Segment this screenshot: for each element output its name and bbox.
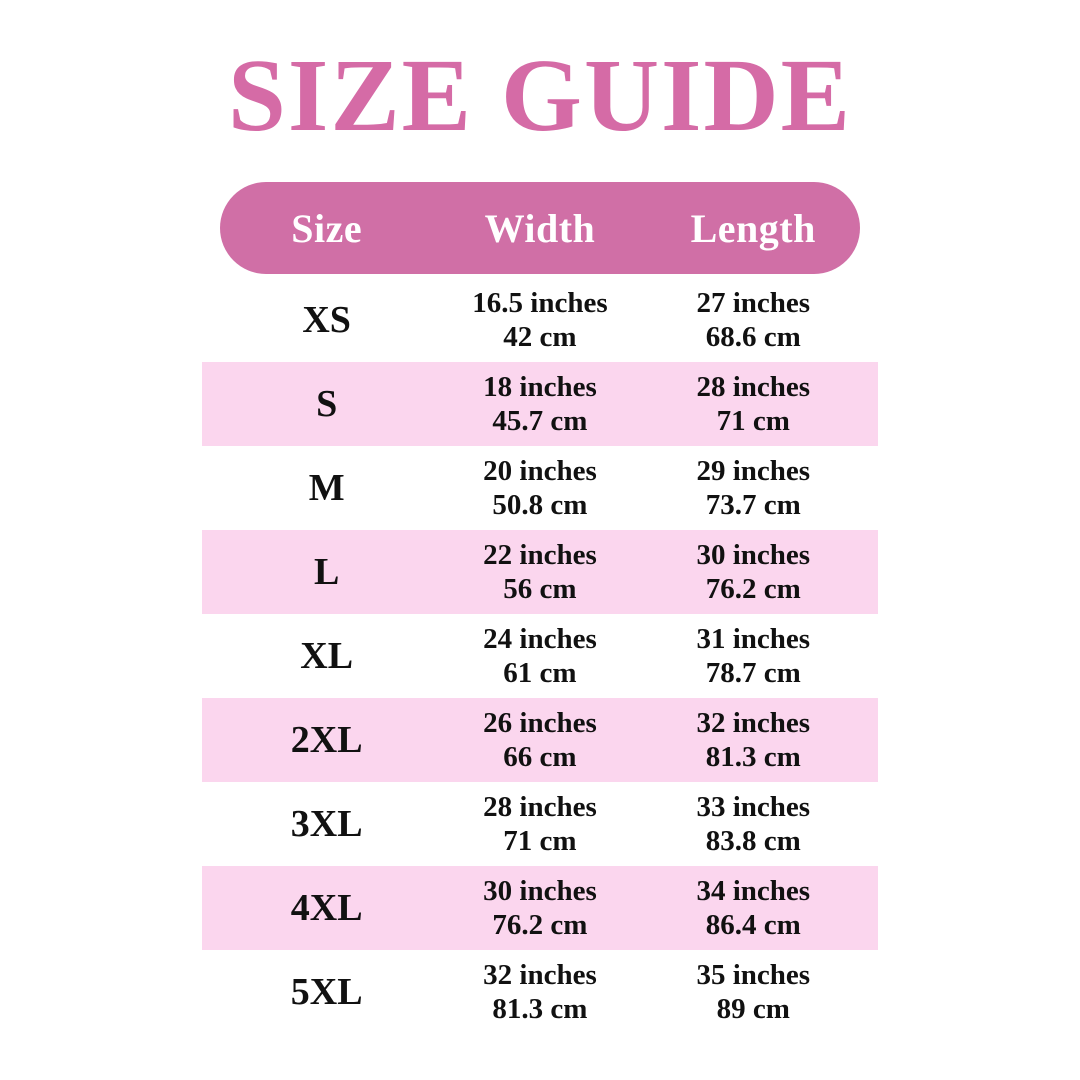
page-title: SIZE GUIDE	[228, 38, 852, 153]
cell-width	[433, 875, 646, 942]
cell-length-inches: 32 inches	[696, 706, 811, 739]
cell-width-cm: 71 cm	[503, 825, 577, 857]
cell-width-cm: 66 cm	[503, 741, 577, 773]
cell-size: L	[313, 551, 340, 593]
cell-length-cm: 68.6 cm	[705, 321, 801, 353]
cell-size: 3XL	[290, 803, 363, 845]
cell-size: S	[316, 383, 338, 425]
cell-length-cm: 81.3 cm	[705, 741, 801, 773]
table-row	[220, 530, 860, 614]
cell-width-inches: 18 inches	[483, 370, 597, 403]
cell-length-cm: 89 cm	[716, 993, 790, 1025]
cell-width	[433, 707, 646, 774]
cell-size: XL	[300, 635, 354, 677]
table-row	[220, 866, 860, 950]
cell-length	[647, 539, 860, 606]
cell-width-inches: 22 inches	[483, 538, 597, 571]
table-row	[220, 698, 860, 782]
table-row	[220, 278, 860, 362]
cell-width	[433, 539, 646, 606]
table-row	[220, 782, 860, 866]
cell-length-inches: 33 inches	[696, 790, 811, 823]
cell-size: 2XL	[290, 719, 363, 761]
cell-width-inches: 20 inches	[483, 454, 597, 487]
table-header-row	[220, 182, 860, 274]
size-guide-table	[220, 182, 860, 1034]
cell-width-inches: 28 inches	[483, 790, 597, 823]
cell-width-cm: 61 cm	[503, 657, 577, 689]
column-header-size: Size	[291, 205, 363, 251]
cell-length-cm: 73.7 cm	[705, 489, 801, 521]
cell-length-inches: 27 inches	[696, 286, 811, 319]
cell-width	[433, 287, 646, 354]
cell-width-cm: 45.7 cm	[492, 405, 588, 437]
cell-size: 4XL	[290, 887, 363, 929]
cell-width-cm: 50.8 cm	[492, 489, 588, 521]
table-row	[220, 614, 860, 698]
cell-length-inches: 28 inches	[696, 370, 811, 403]
cell-length	[647, 623, 860, 690]
cell-length-inches: 34 inches	[696, 874, 811, 907]
cell-length-cm: 86.4 cm	[705, 909, 801, 941]
cell-size: XS	[302, 299, 351, 341]
cell-width-inches: 32 inches	[483, 958, 597, 991]
table-row	[220, 446, 860, 530]
cell-width	[433, 959, 646, 1026]
cell-length-cm: 71 cm	[716, 405, 790, 437]
column-header-width: Width	[484, 205, 596, 251]
cell-width-inches: 30 inches	[483, 874, 597, 907]
cell-length-cm: 78.7 cm	[705, 657, 801, 689]
cell-width-inches: 26 inches	[483, 706, 597, 739]
cell-width	[433, 791, 646, 858]
cell-size: 5XL	[290, 971, 363, 1013]
cell-length-inches: 29 inches	[696, 454, 811, 487]
cell-width-inches: 16.5 inches	[472, 286, 608, 319]
cell-length	[647, 707, 860, 774]
cell-width-cm: 76.2 cm	[492, 909, 588, 941]
cell-length	[647, 959, 860, 1026]
cell-width	[433, 371, 646, 438]
cell-length-inches: 31 inches	[696, 622, 811, 655]
column-header-length: Length	[690, 205, 816, 251]
table-row	[220, 362, 860, 446]
table-body	[220, 278, 860, 1034]
table-row	[220, 950, 860, 1034]
cell-width	[433, 623, 646, 690]
cell-length-cm: 76.2 cm	[705, 573, 801, 605]
cell-width-cm: 81.3 cm	[492, 993, 588, 1025]
cell-width-inches: 24 inches	[483, 622, 597, 655]
cell-size: M	[308, 467, 345, 509]
cell-length	[647, 287, 860, 354]
cell-length	[647, 455, 860, 522]
cell-length	[647, 371, 860, 438]
cell-length-inches: 30 inches	[696, 538, 811, 571]
cell-width-cm: 42 cm	[503, 321, 577, 353]
cell-length	[647, 875, 860, 942]
cell-length-cm: 83.8 cm	[705, 825, 801, 857]
cell-length-inches: 35 inches	[696, 958, 811, 991]
cell-length	[647, 791, 860, 858]
cell-width	[433, 455, 646, 522]
cell-width-cm: 56 cm	[503, 573, 577, 605]
